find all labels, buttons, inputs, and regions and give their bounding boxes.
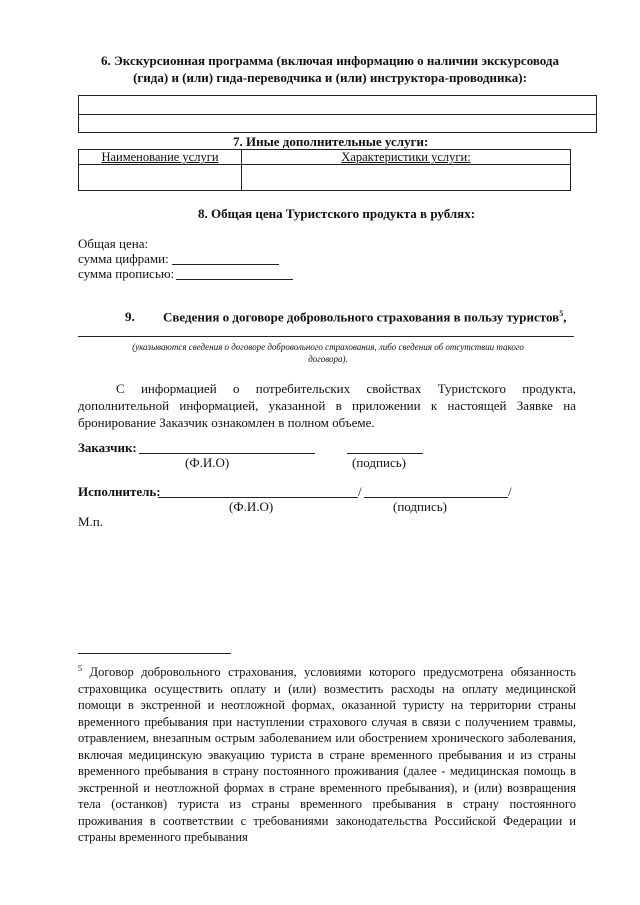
sum-digits-line [172,264,279,265]
footnote-text: Договор добровольного страхования, условиями которого предусмотрена обязанность страховщика осуществить оплату и (или) возместить расходы на оплату медицинской помощи в экстренной и неотложной формах, оказанной туристу на территории страны временного пребывания при наступлении страхового случая в связи с получением травмы, отравлением, внезапным острым заболеванием или обострением хронического заболевания, включая медицинскую эвакуацию туриста в стране временного пребывания и из страны временного пребывания в страну постоянного проживания (далее - медицинская помощь в экстренной и неотложной формах в стране временного пребывания), и (или) возвращения тела (останков) туриста из страны временного пребывания в страну постоянного проживания в соответствии с требованиями законодательства Российской Федерации и страны временного пребывания [78,665,576,845]
total-price-label: Общая цена: [78,236,149,251]
executor-slash: / [508,484,512,499]
customer-sign-line [347,453,423,454]
section-9-number: 9. [125,309,135,324]
footnote [78,661,576,846]
insurance-info-line [78,336,574,337]
insurance-note: (указываются сведения о договоре добровольного страхования, либо сведения об отсутствии такого договора). [132,342,524,364]
sum-words-label: сумма прописью: [78,266,175,281]
executor-fio-line [158,497,358,498]
table-cell [242,165,571,191]
customer-fio-caption: (Ф.И.О) [185,455,230,470]
column-header-service-name: Наименование услуги [79,150,242,165]
section-6-heading: 6. Экскурсионная программа (включая информацию о наличии экскурсовода (гида) и (или) гида-переводчика и (или) инструктора-проводника): [100,53,560,85]
sum-words-line [176,279,293,280]
section-9-heading: Сведения о договоре добровольного страхования в пользу туристов$^5$, [163,309,567,325]
footnote-ref: 5 [559,309,564,318]
executor-sign-caption: (подпись) [393,499,447,514]
executor-slash: / [358,484,362,499]
footnote-mark: 5 [78,664,82,673]
section-8-heading: 8. Общая цена Туристского продукта в рублях: [198,206,476,221]
additional-services-table [78,149,571,191]
footnote-separator [78,653,231,654]
column-header-service-characteristics: Характеристики услуги: [242,150,571,165]
executor-sign-line [364,497,508,498]
acknowledgement-paragraph: С информацией о потребительских свойствах Туристского продукта, дополнительной информацией, указанной в приложении к настоящей Заявке на бронирование Заказчик ознакомлен в полном объеме. [78,381,576,430]
executor-fio-caption: (Ф.И.О) [229,499,274,514]
executor-label: Исполнитель: [78,484,161,499]
stamp-label: М.п. [78,514,104,529]
section-7-heading: 7. Иные дополнительные услуги: [233,134,429,149]
customer-sign-caption: (подпись) [352,455,406,470]
table-cell [79,165,242,191]
excursion-program-table [78,95,597,133]
sum-digits-label: сумма цифрами: [78,251,169,266]
customer-fio-line [139,453,315,454]
customer-label: Заказчик: [78,440,137,455]
table-divider [79,114,596,115]
